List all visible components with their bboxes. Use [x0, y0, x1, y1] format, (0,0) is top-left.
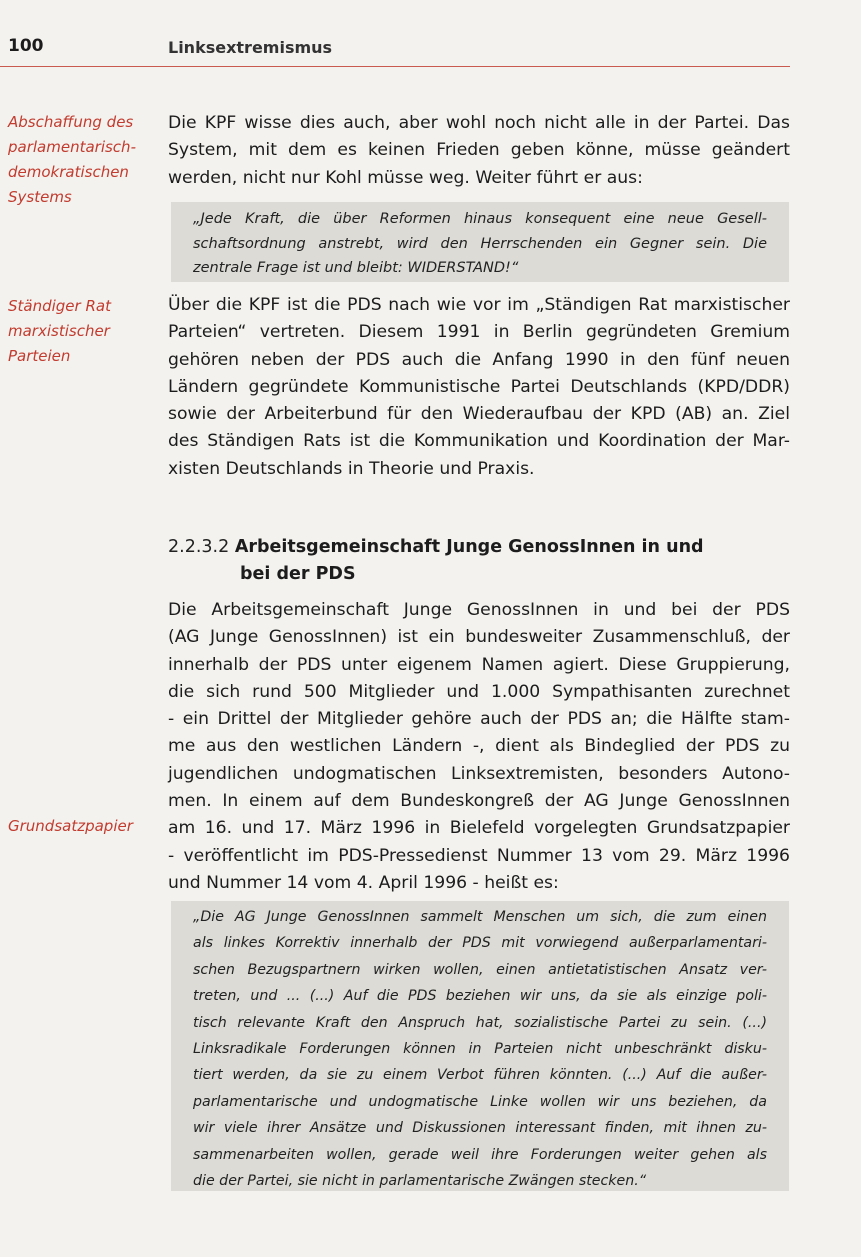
text-line: xisten Deutschlands in Theorie und Praxis.: [168, 458, 535, 479]
text-line: gehören neben der PDS auch die Anfang 1990 in den fünf neuen: [168, 349, 790, 370]
quote-line: sammenarbeiten wollen, gerade weil ihre Forderungen weiter gehen als: [193, 1146, 767, 1163]
quote-line: die der Partei, sie nicht in parlamentarische Zwängen stecken.“: [193, 1173, 647, 1190]
text-line: sowie der Arbeiterbund für den Wiederaufbau der KPD (AB) an. Ziel: [168, 404, 790, 425]
header-rule: [0, 66, 790, 67]
quote-line: wir viele ihrer Ansätze und Diskussionen interessant finden, mit ihnen zu-: [193, 1120, 767, 1137]
text-line: am 16. und 17. März 1996 in Bielefeld vorgelegten Grundsatzpapier: [168, 818, 790, 839]
quote-line: schen Bezugspartnern wirken wollen, einen antietatistischen Ansatz ver-: [193, 961, 767, 978]
quote-line: als linkes Korrektiv innerhalb der PDS mit vorwiegend außerparlamentari-: [193, 935, 767, 952]
text-line: Die Arbeitsgemeinschaft Junge GenossInnen in und bei der PDS: [168, 600, 790, 620]
text-line: jugendlichen undogmatischen Linksextremisten, besonders Autono-: [168, 763, 790, 784]
text-line: me aus den westlichen Ländern -, dient als Bindeglied der PDS zu: [168, 736, 790, 757]
margin-note-staendiger-rat: [8, 294, 158, 369]
quote-line: treten, und ... (...) Auf die PDS beziehen wir uns, da sie als einzige poli-: [193, 988, 767, 1005]
text-line: Parteien“ vertreten. Diesem 1991 in Berlin gegründeten Gremium: [168, 322, 790, 343]
text-line: innerhalb der PDS unter eigenem Namen agiert. Diese Gruppierung,: [168, 654, 790, 675]
text-line: Ländern gegründete Kommunistische Partei Deutschlands (KPD/DDR): [168, 376, 790, 397]
text-line: System, mit dem es keinen Frieden geben könne, müsse geändert: [168, 140, 790, 161]
margin-note-line: Ständiger Rat: [8, 297, 111, 315]
quote-line: tisch relevante Kraft den Anspruch hat, sozialistische Partei zu sein. (...): [193, 1014, 767, 1031]
margin-note-line: Parteien: [8, 347, 71, 365]
text-line: und Nummer 14 vom 4. April 1996 - heißt es:: [168, 872, 559, 893]
running-header-title: Linksextremismus: [168, 38, 333, 57]
quote-line: „Die AG Junge GenossInnen sammelt Menschen um sich, die zum einen: [193, 909, 767, 925]
quote-line: „Jede Kraft, die über Reformen hinaus konsequent eine neue Gesell-: [193, 211, 767, 227]
text-line: men. In einem auf dem Bundeskongreß der AG Junge GenossInnen: [168, 791, 790, 812]
blockquote-1: [171, 202, 789, 282]
paragraph-1: [168, 110, 790, 192]
margin-note-line: marxistischer: [8, 322, 110, 340]
section-title-line-1: Arbeitsgemeinschaft Junge GenossInnen in und: [234, 537, 704, 557]
text-line: (AG Junge GenossInnen) ist ein bundesweiter Zusammenschluß, der: [168, 627, 790, 648]
section-title-line-2: bei der PDS: [240, 564, 356, 584]
paragraph-3: [168, 597, 790, 897]
text-line: die sich rund 500 Mitglieder und 1.000 Sympathisanten zurechnet: [168, 681, 790, 702]
quote-line: schaftsordnung anstrebt, wird den Herrschenden ein Gegner sein. Die: [193, 235, 767, 252]
blockquote-2: [171, 901, 789, 1191]
margin-note-line: Systems: [8, 188, 72, 206]
quote-line: Linksradikale Forderungen können in Parteien nicht unbeschränkt disku-: [193, 1041, 767, 1058]
text-line: werden, nicht nur Kohl müsse weg. Weiter führt er aus:: [168, 167, 643, 188]
text-line: Die KPF wisse dies auch, aber wohl noch nicht alle in der Partei. Das: [168, 113, 790, 133]
margin-note-line: parlamentarisch-: [8, 138, 136, 156]
quote-line: tiert werden, da sie zu einem Verbot führen könnten. (...) Auf die außer-: [193, 1067, 767, 1084]
section-number: 2.2.3.2: [168, 537, 230, 557]
quote-line: zentrale Frage ist und bleibt: WIDERSTAND!“: [193, 260, 519, 276]
text-line: des Ständigen Rats ist die Kommunikation und Koordination der Mar-: [168, 431, 790, 452]
margin-note-grundsatzpapier: [8, 814, 158, 839]
paragraph-2: [168, 292, 790, 483]
margin-note-line: demokratischen: [8, 163, 129, 181]
page-number: 100: [8, 36, 44, 56]
section-heading: [168, 534, 790, 588]
text-line: Über die KPF ist die PDS nach wie vor im „Ständigen Rat marxistischer: [168, 295, 790, 315]
margin-note-line: Grundsatzpapier: [8, 817, 133, 835]
quote-line: parlamentarische und undogmatische Linke wollen wir uns beziehen, da: [193, 1093, 767, 1110]
text-line: - veröffentlicht im PDS-Pressedienst Nummer 13 vom 29. März 1996: [168, 845, 790, 866]
margin-note-abschaffung: [8, 110, 158, 210]
margin-note-line: Abschaffung des: [8, 113, 134, 131]
text-line: - ein Drittel der Mitglieder gehöre auch der PDS an; die Hälfte stam-: [168, 709, 790, 730]
